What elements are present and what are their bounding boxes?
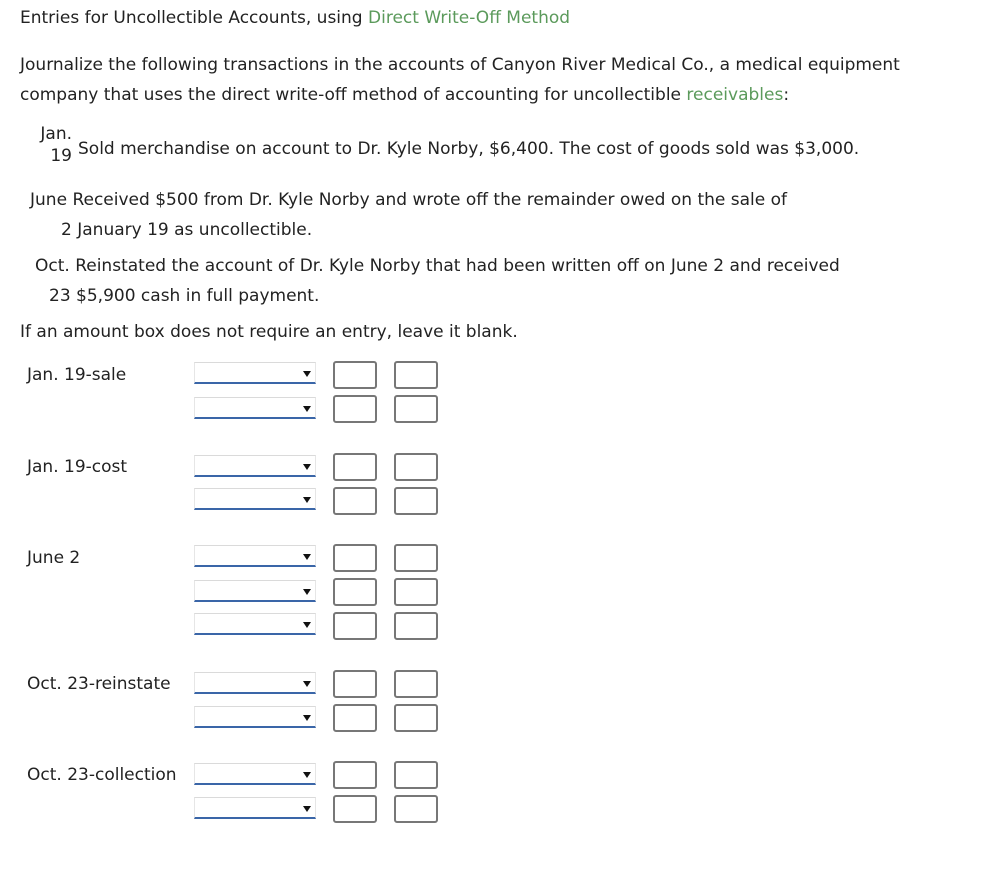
transaction-june2-line2 bbox=[61, 215, 312, 245]
dropdown-arrow-icon bbox=[303, 406, 311, 412]
credit-input[interactable] bbox=[394, 578, 438, 606]
transaction-jan19-date bbox=[30, 123, 72, 167]
account-select[interactable] bbox=[194, 397, 316, 419]
instructions bbox=[20, 50, 970, 110]
transaction-oct23-line1 bbox=[35, 251, 840, 281]
credit-input[interactable] bbox=[394, 544, 438, 572]
credit-input[interactable] bbox=[394, 795, 438, 823]
receivables-link[interactable]: receivables bbox=[686, 85, 784, 105]
transaction-description-cont: January 19 as uncollectible. bbox=[77, 220, 313, 240]
account-select[interactable] bbox=[194, 488, 316, 510]
transaction-date-month: June bbox=[30, 190, 68, 210]
debit-input[interactable] bbox=[333, 612, 377, 640]
direct-write-off-link[interactable]: Direct Write-Off Method bbox=[368, 8, 571, 28]
dropdown-arrow-icon bbox=[303, 681, 311, 687]
debit-input[interactable] bbox=[333, 544, 377, 572]
entry-label-june2: June 2 bbox=[27, 548, 81, 568]
credit-input[interactable] bbox=[394, 361, 438, 389]
entry-label-jan19-sale: Jan. 19-sale bbox=[27, 365, 127, 385]
debit-input[interactable] bbox=[333, 761, 377, 789]
credit-input[interactable] bbox=[394, 761, 438, 789]
transaction-jan19-text: Sold merchandise on account to Dr. Kyle Norby, $6,400. The cost of goods sold was $3,000. bbox=[78, 139, 860, 159]
dropdown-arrow-icon bbox=[303, 589, 311, 595]
transaction-oct23-line2 bbox=[49, 281, 319, 311]
account-select[interactable] bbox=[194, 362, 316, 384]
transaction-description-cont: $5,900 cash in full payment. bbox=[76, 286, 320, 306]
blank-entry-note: If an amount box does not require an entry, leave it blank. bbox=[20, 322, 518, 342]
entry-label-jan19-cost: Jan. 19-cost bbox=[27, 457, 128, 477]
dropdown-arrow-icon bbox=[303, 371, 311, 377]
transaction-date-day: 23 bbox=[49, 286, 71, 306]
page-title bbox=[20, 8, 570, 28]
debit-input[interactable] bbox=[333, 453, 377, 481]
dropdown-arrow-icon bbox=[303, 715, 311, 721]
dropdown-arrow-icon bbox=[303, 622, 311, 628]
entry-label-oct23-collection: Oct. 23-collection bbox=[27, 765, 177, 785]
account-select[interactable] bbox=[194, 797, 316, 819]
credit-input[interactable] bbox=[394, 612, 438, 640]
debit-input[interactable] bbox=[333, 487, 377, 515]
transaction-description: Received $500 from Dr. Kyle Norby and wrote off the remainder owed on the sale of bbox=[72, 190, 788, 210]
instructions-suffix: : bbox=[783, 85, 790, 105]
credit-input[interactable] bbox=[394, 453, 438, 481]
transaction-june2-line1 bbox=[30, 185, 787, 215]
debit-input[interactable] bbox=[333, 670, 377, 698]
instructions-text: Journalize the following transactions in the accounts of Canyon River Medical Co., a medical equipment company that uses the direct write-off method of accounting for uncollectible bbox=[20, 55, 900, 105]
transaction-date-day: 2 bbox=[61, 220, 72, 240]
dropdown-arrow-icon bbox=[303, 806, 311, 812]
dropdown-arrow-icon bbox=[303, 464, 311, 470]
account-select[interactable] bbox=[194, 580, 316, 602]
account-select[interactable] bbox=[194, 672, 316, 694]
entry-label-oct23-reinstate: Oct. 23-reinstate bbox=[27, 674, 171, 694]
credit-input[interactable] bbox=[394, 395, 438, 423]
debit-input[interactable] bbox=[333, 704, 377, 732]
debit-input[interactable] bbox=[333, 395, 377, 423]
account-select[interactable] bbox=[194, 706, 316, 728]
account-select[interactable] bbox=[194, 763, 316, 785]
dropdown-arrow-icon bbox=[303, 497, 311, 503]
credit-input[interactable] bbox=[394, 487, 438, 515]
dropdown-arrow-icon bbox=[303, 554, 311, 560]
transaction-date-day: 19 bbox=[50, 146, 72, 166]
transaction-date-month: Jan. bbox=[40, 124, 72, 144]
page-title-text: Entries for Uncollectible Accounts, using bbox=[20, 8, 369, 28]
debit-input[interactable] bbox=[333, 361, 377, 389]
account-select[interactable] bbox=[194, 613, 316, 635]
account-select[interactable] bbox=[194, 545, 316, 567]
transaction-description: Reinstated the account of Dr. Kyle Norby that had been written off on June 2 and received bbox=[75, 256, 840, 276]
credit-input[interactable] bbox=[394, 670, 438, 698]
transaction-date-month: Oct. bbox=[35, 256, 70, 276]
debit-input[interactable] bbox=[333, 578, 377, 606]
dropdown-arrow-icon bbox=[303, 772, 311, 778]
credit-input[interactable] bbox=[394, 704, 438, 732]
account-select[interactable] bbox=[194, 455, 316, 477]
debit-input[interactable] bbox=[333, 795, 377, 823]
